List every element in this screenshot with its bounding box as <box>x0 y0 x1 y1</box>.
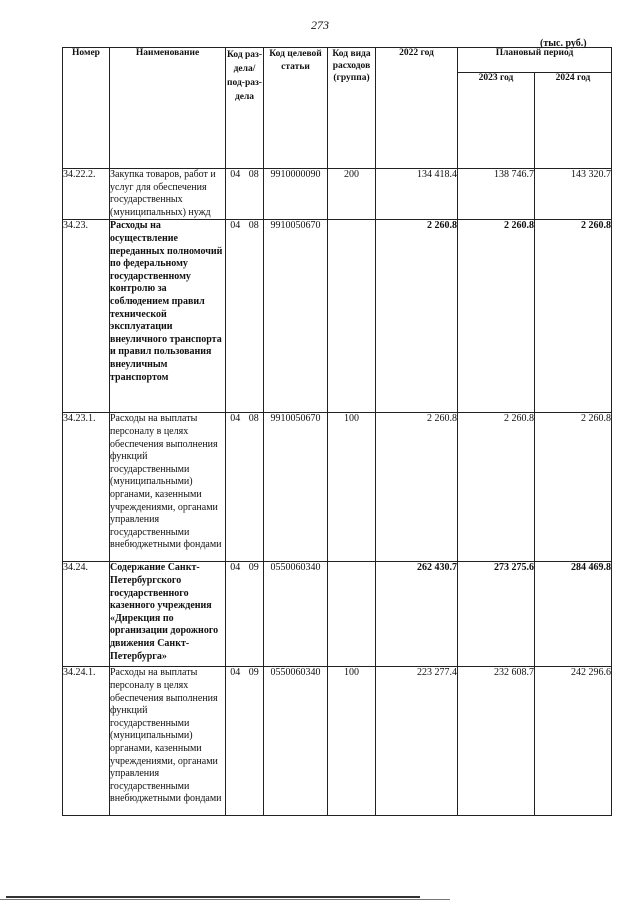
row-number: 34.22.2. <box>63 169 110 220</box>
row-amount-2023: 273 275.6 <box>458 562 535 667</box>
row-section-code <box>226 667 264 816</box>
header-target-code: Код целевой статьи <box>264 48 328 169</box>
header-number: Номер <box>63 48 110 169</box>
header-section-code: Код раз-дела/ под-раз-дела <box>226 48 264 169</box>
row-amount-2022: 2 260.8 <box>376 413 458 562</box>
row-amount-2023: 2 260.8 <box>458 220 535 413</box>
units-label: (тыс. руб.) <box>540 38 587 49</box>
row-amount-2023: 138 746.7 <box>458 169 535 220</box>
row-target-code: 0550060340 <box>264 562 328 667</box>
row-name: Расходы на выплаты персоналу в целях обеспечения выполнения функций государственными (муниципальными) органами, казенными учреждениями, органами управления государственными внебюджетными фондами <box>110 413 226 562</box>
row-expense-type <box>328 220 376 413</box>
row-amount-2024: 2 260.8 <box>535 413 612 562</box>
row-subsection: 08 <box>248 413 259 425</box>
table-row <box>63 562 612 667</box>
row-target-code: 9910050670 <box>264 220 328 413</box>
row-section-code <box>226 220 264 413</box>
row-amount-2022: 262 430.7 <box>376 562 458 667</box>
row-expense-type: 100 <box>328 667 376 816</box>
row-section: 04 <box>230 562 241 574</box>
row-amount-2024: 143 320.7 <box>535 169 612 220</box>
row-section-code <box>226 562 264 667</box>
row-section-code <box>226 413 264 562</box>
table-row <box>63 169 612 220</box>
row-subsection: 08 <box>248 169 259 180</box>
row-number: 34.24. <box>63 562 110 667</box>
row-target-code: 9910050670 <box>264 413 328 562</box>
row-number: 34.23.1. <box>63 413 110 562</box>
row-name: Закупка товаров, работ и услуг для обеспечения государственных (муниципальных) нужд <box>110 169 226 220</box>
row-target-code: 0550060340 <box>264 667 328 816</box>
row-amount-2023: 2 260.8 <box>458 413 535 562</box>
footer-rule-secondary <box>0 899 450 900</box>
row-amount-2024: 242 296.6 <box>535 667 612 816</box>
row-expense-type: 100 <box>328 413 376 562</box>
row-name: Расходы на выплаты персоналу в целях обеспечения выполнения функций государственными (муниципальными) органами, казенными учреждениями, органами управления государственными внебюджетными фондами <box>110 667 226 816</box>
row-section: 04 <box>230 413 241 425</box>
row-subsection: 09 <box>248 562 259 574</box>
row-amount-2022: 2 260.8 <box>376 220 458 413</box>
row-section: 04 <box>230 667 241 679</box>
row-amount-2024: 2 260.8 <box>535 220 612 413</box>
header-year-2023: 2023 год <box>458 73 535 169</box>
row-target-code: 9910000090 <box>264 169 328 220</box>
row-name: Расходы на осуществление переданных полномочий по федеральному государственному контролю за соблюдением правил технической эксплуатации внеуличного транспорта и правил пользования внеуличным транспортом <box>110 220 226 413</box>
row-amount-2023: 232 608.7 <box>458 667 535 816</box>
table-row <box>63 413 612 562</box>
footer-rule <box>6 896 420 898</box>
row-expense-type: 200 <box>328 169 376 220</box>
row-subsection: 09 <box>248 667 259 679</box>
header-name: Наименование <box>110 48 226 169</box>
header-planned-period: Плановый период <box>458 48 612 73</box>
row-amount-2022: 223 277.4 <box>376 667 458 816</box>
row-section-code <box>226 169 264 220</box>
row-expense-type <box>328 562 376 667</box>
table-row <box>63 220 612 413</box>
page-number: 273 <box>311 18 329 32</box>
header-year-2022: 2022 год <box>376 48 458 169</box>
header-expense-type: Код вида расходов (группа) <box>328 48 376 169</box>
row-number: 34.23. <box>63 220 110 413</box>
row-amount-2024: 284 469.8 <box>535 562 612 667</box>
row-number: 34.24.1. <box>63 667 110 816</box>
row-subsection: 08 <box>248 220 259 232</box>
table-row <box>63 667 612 816</box>
row-amount-2022: 134 418.4 <box>376 169 458 220</box>
budget-table <box>62 47 612 816</box>
row-name: Содержание Санкт-Петербургского государственного казенного учреждения «Дирекция по организации дорожного движения Санкт-Петербурга» <box>110 562 226 667</box>
row-section: 04 <box>230 220 241 232</box>
header-year-2024: 2024 год <box>535 73 612 169</box>
row-section: 04 <box>230 169 241 180</box>
